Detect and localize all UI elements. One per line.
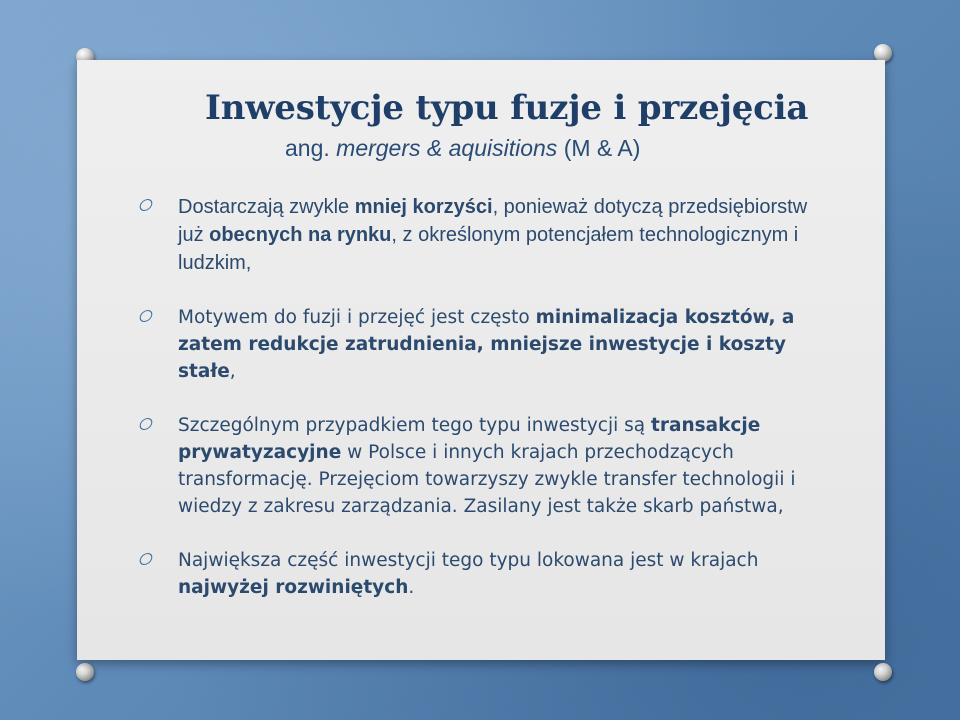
bullet-text-part: , ponieważ dotyczą przedsiębiorstw już xyxy=(178,196,808,246)
slide-title: Inwestycje typu fuzje i przejęcia xyxy=(205,88,809,128)
bullet-text-part: Motywem do fuzji i przejęć jest często xyxy=(178,307,536,328)
bullet-text-bold: najwyżej rozwiniętych xyxy=(178,577,409,598)
pushpin-bottom-left-icon xyxy=(76,663,94,681)
bullet-text-part: w Polsce i innych krajach przechodzących transformację. Przejęciom towarzyszy zwykle transfer technologii i wiedzy z zakresu zarządzania. Zasilany jest także skarb państwa, xyxy=(178,442,796,517)
bullet-text xyxy=(178,415,795,517)
subtitle-suffix: (M & A) xyxy=(557,135,641,161)
pushpin-bottom-right-icon xyxy=(874,663,892,681)
subtitle-prefix: ang. xyxy=(285,135,337,161)
bullet-item-4 xyxy=(140,547,820,601)
bullet-text-bold: minimalizacja kosztów, a zatem redukcje zatrudnienia, mniejsze inwestycje i koszty stałe xyxy=(178,307,795,382)
bullet-text-part: , z określonym potencjałem technologicznym i ludzkim, xyxy=(178,224,799,274)
subtitle-italic: mergers & aquisitions xyxy=(336,135,558,161)
bullet-list xyxy=(140,193,820,601)
bullet-text xyxy=(178,307,794,382)
slide-subtitle xyxy=(285,135,640,162)
bullet-text-part: , xyxy=(229,361,236,382)
bullet-circle-icon xyxy=(138,310,154,322)
bullet-text-part: Szczególnym przypadkiem tego typu inwestycji są xyxy=(178,415,651,436)
bullet-text-part: . xyxy=(408,577,415,598)
bullet-text-bold: mniej korzyści xyxy=(354,196,493,218)
bullet-text xyxy=(178,196,807,274)
bullet-text-bold: obecnych na rynku xyxy=(209,224,392,246)
bullet-circle-icon xyxy=(138,199,154,211)
bullet-text xyxy=(178,550,758,598)
bullet-text-bold: transakcje prywatyzacyjne xyxy=(178,415,761,463)
bullet-item-2 xyxy=(140,304,820,385)
bullet-item-1 xyxy=(140,193,820,277)
bullet-text-part: Największa część inwestycji tego typu lokowana jest w krajach xyxy=(178,550,759,571)
bullet-text-part: Dostarczają zwykle xyxy=(178,196,355,218)
bullet-circle-icon xyxy=(138,553,154,565)
bullet-item-3 xyxy=(140,412,820,520)
bullet-circle-icon xyxy=(138,418,154,430)
